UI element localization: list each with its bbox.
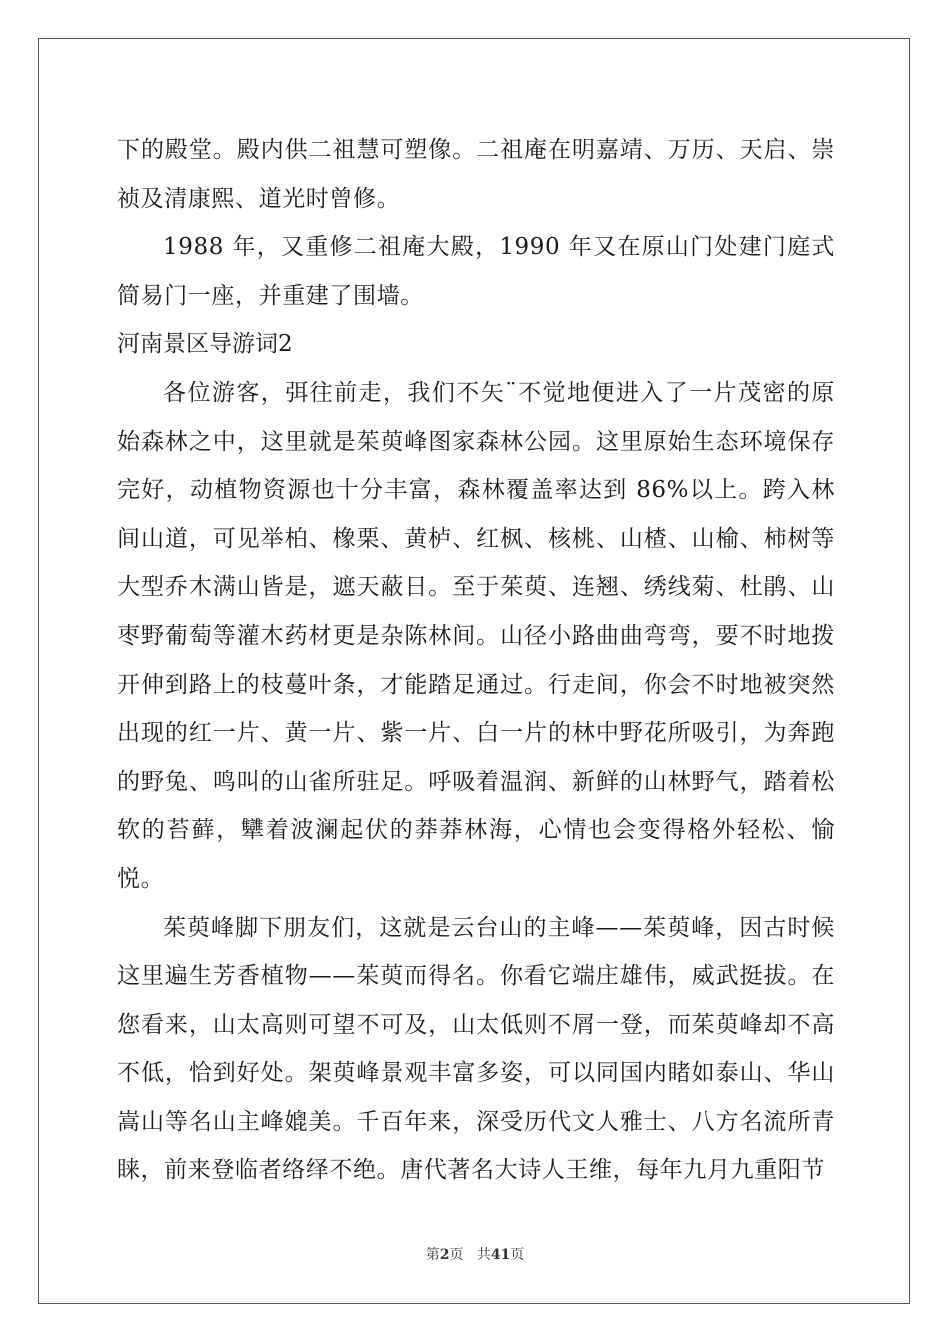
footer-page-word: 页	[449, 1247, 464, 1263]
footer-prefix: 第	[425, 1247, 440, 1263]
current-page-number: 2	[439, 1247, 450, 1263]
paragraph: 1988 年，又重修二祖庵大殿，1990 年又在原山门处建门庭式简易门一座，并重建了围墙。	[117, 234, 835, 309]
footer-total-prefix: 共	[476, 1247, 491, 1263]
paragraph-continuation: 下的殿堂。殿内供二祖慧可塑像。二祖庵在明嘉靖、万历、天启、崇祯及清康熙、道光时曾修。	[117, 137, 835, 212]
paragraph: 茱萸峰脚下朋友们，这就是云台山的主峰——茱萸峰，因古时候这里遍生芳香植物——茱萸而得名。你看它端庄雄伟，威武挺拔。在您看来，山太高则可望不可及，山太低则不屑一登，而茱萸峰却不高不低，恰到好处。架萸峰景观丰富多姿，可以同国内睹如泰山、华山嵩山等名山主峰媲美。千百年来，深受历代文人雅士、八方名流所青睐，前来登临者络绎不绝。唐代著名大诗人王维，每年九月九重阳节	[117, 914, 835, 1184]
paragraph: 各位游客，弭往前走，我们不矢¨不觉地便进入了一片茂密的原始森林之中，这里就是茱萸峰图家森林公园。这里原始生态环境保存完好，动植物资源也十分丰富，森林覆盖率达到 86%以上。跨入林间山道，可见举柏、橡栗、黄栌、红枫、核桃、山楂、山榆、柿树等大型乔木满山皆是，遮天蔽日。至于茱萸、连翘、绣线菊、杜鹃、山枣野葡萄等灌木药材更是杂陈林间。山径小路曲曲弯弯，要不时地拨开伸到路上的枝蔓叶条，才能踏足通过。行走间，你会不时地被突然出现的红一片、黄一片、紫一片、白一片的林中野花所吸引，为奔跑的野兔、鸣叫的山雀所驻足。呼吸着温润、新鲜的山林野气，踏着松软的苔藓，犫着波澜起伏的莽莽林海，心情也会变得格外轻松、愉悦。	[117, 379, 835, 892]
page-footer	[0, 1244, 950, 1264]
document-body	[117, 126, 835, 1195]
footer-total-suffix: 页	[510, 1247, 525, 1263]
total-pages: 41	[490, 1247, 511, 1263]
section-heading: 河南景区导游词2	[117, 331, 293, 358]
